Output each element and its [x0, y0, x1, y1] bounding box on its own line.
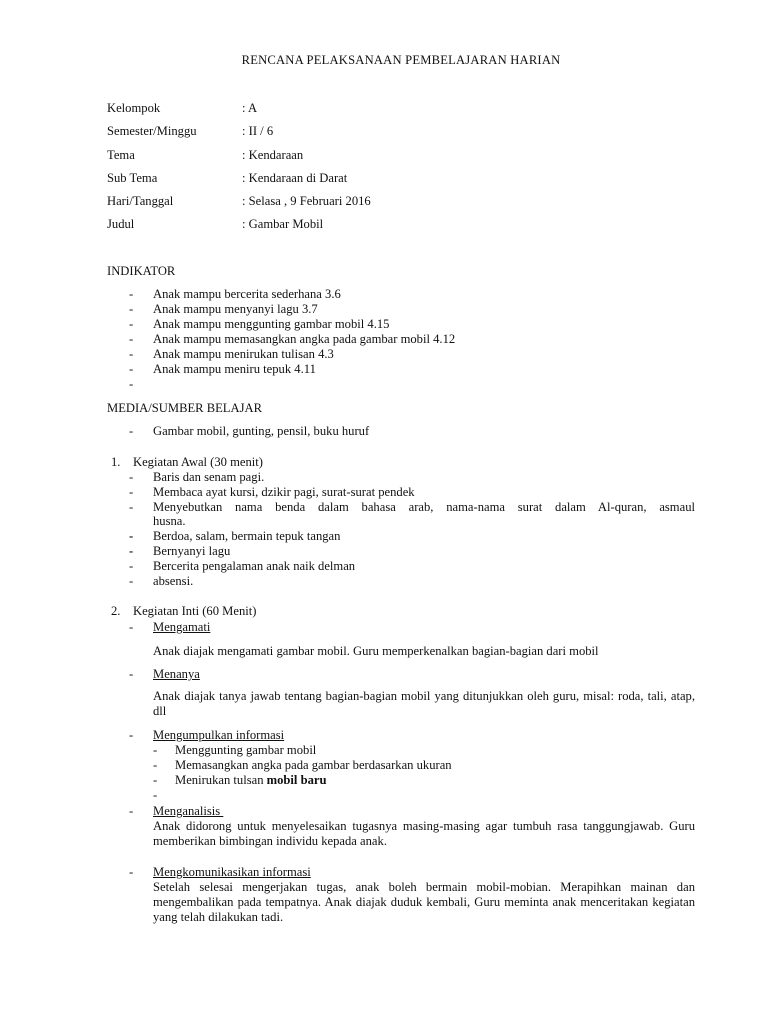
menganalisis-label: Menganalisis: [153, 804, 224, 818]
mengumpulkan-item: Memasangkan angka pada gambar berdasarkan ukuran: [175, 758, 452, 772]
sub-bullet-dash: -: [153, 773, 158, 787]
bullet-dash: -: [129, 287, 134, 301]
indikator-item: Anak mampu menirukan tulisan 4.3: [153, 347, 334, 361]
kegiatan-awal-item-continued: husna.: [153, 514, 186, 528]
bullet-dash: -: [129, 804, 134, 818]
bullet-dash: -: [129, 667, 134, 681]
info-label-judul: Judul: [107, 217, 135, 231]
bullet-dash: -: [129, 485, 134, 499]
mengamati-label: Mengamati: [153, 620, 211, 634]
bullet-dash: -: [129, 377, 134, 391]
indikator-item: Anak mampu meniru tepuk 4.11: [153, 362, 316, 376]
info-label-semester: Semester/Minggu: [107, 124, 197, 138]
indikator-item: Anak mampu bercerita sederhana 3.6: [153, 287, 341, 301]
bullet-dash: -: [129, 332, 134, 346]
document-title: RENCANA PELAKSANAAN PEMBELAJARAN HARIAN: [241, 53, 561, 67]
kegiatan-awal-item: absensi.: [153, 574, 194, 588]
sub-bullet-dash: -: [153, 743, 158, 757]
bullet-dash: -: [129, 559, 134, 573]
info-value-hari-tanggal: : Selasa , 9 Februari 2016: [242, 194, 371, 208]
mengkomunikasikan-text: Setelah selesai mengerjakan tugas, anak boleh bermain mobil-mobian. Merapihkan mainan dan mengembalikan pada tempatnya. Anak diajak duduk kembali, Guru meminta anak menceritakan kegiatan yang telah dilakukan tadi.: [153, 880, 695, 924]
menanya-label: Menanya: [153, 667, 200, 681]
bullet-dash: -: [129, 362, 134, 376]
bullet-dash: -: [129, 424, 134, 438]
kegiatan-awal-item: Baris dan senam pagi.: [153, 470, 265, 484]
mengamati-text: Anak diajak mengamati gambar mobil. Guru memperkenalkan bagian-bagian dari mobil: [153, 644, 599, 658]
menanya-text: Anak diajak tanya jawab tentang bagian-bagian mobil yang ditunjukkan oleh guru, misal: roda, tali, atap, dll: [153, 689, 695, 718]
mengumpulkan-item3-text: Menirukan tulsan: [175, 773, 267, 787]
mengumpulkan-item: Menggunting gambar mobil: [175, 743, 317, 757]
media-heading: MEDIA/SUMBER BELAJAR: [107, 401, 262, 415]
sub-bullet-dash: -: [153, 788, 158, 802]
section-number: 2.: [111, 604, 121, 618]
info-value-kelompok: : A: [242, 101, 258, 115]
bullet-dash: -: [129, 529, 134, 543]
bullet-dash: -: [129, 317, 134, 331]
section-number: 1.: [111, 455, 121, 469]
info-value-semester: : II / 6: [242, 124, 274, 138]
kegiatan-awal-item: Bernyanyi lagu: [153, 544, 231, 558]
mengumpulkan-item3-bold: mobil baru: [266, 773, 327, 787]
mengumpulkan-label: Mengumpulkan informasi: [153, 728, 285, 742]
bullet-dash: -: [129, 544, 134, 558]
bullet-dash: -: [129, 500, 134, 514]
media-item: Gambar mobil, gunting, pensil, buku huruf: [153, 424, 370, 438]
kegiatan-inti-heading: Kegiatan Inti (60 Menit): [133, 604, 257, 618]
menganalisis-text: Anak didorong untuk menyelesaikan tugasnya masing-masing agar tumbuh rasa tanggungjawab. Guru memberikan bimbingan individu kepada anak.: [153, 819, 695, 848]
bullet-dash: -: [129, 728, 134, 742]
kegiatan-awal-item: Berdoa, salam, bermain tepuk tangan: [153, 529, 341, 543]
info-label-hari-tanggal: Hari/Tanggal: [107, 194, 174, 208]
mengumpulkan-item: [175, 773, 326, 788]
indikator-item: Anak mampu memasangkan angka pada gambar mobil 4.12: [153, 332, 456, 346]
info-value-judul: : Gambar Mobil: [242, 217, 324, 231]
indikator-item: Anak mampu menyanyi lagu 3.7: [153, 302, 318, 316]
info-value-subtema: : Kendaraan di Darat: [242, 171, 348, 185]
info-label-kelompok: Kelompok: [107, 101, 161, 115]
indikator-item: Anak mampu menggunting gambar mobil 4.15: [153, 317, 390, 331]
kegiatan-awal-item: Menyebutkan nama benda dalam bahasa arab, nama-nama surat dalam Al-quran, asmaul: [153, 500, 695, 514]
bullet-dash: -: [129, 302, 134, 316]
bullet-dash: -: [129, 620, 134, 634]
bullet-dash: -: [129, 470, 134, 484]
kegiatan-awal-item: Bercerita pengalaman anak naik delman: [153, 559, 356, 573]
mengkomunikasikan-label: Mengkomunikasikan informasi: [153, 865, 311, 879]
info-label-subtema: Sub Tema: [107, 171, 158, 185]
indikator-heading: INDIKATOR: [107, 264, 176, 278]
bullet-dash: -: [129, 574, 134, 588]
bullet-dash: -: [129, 865, 134, 879]
info-label-tema: Tema: [107, 148, 135, 162]
info-value-tema: : Kendaraan: [242, 148, 304, 162]
kegiatan-awal-heading: Kegiatan Awal (30 menit): [133, 455, 263, 469]
kegiatan-awal-item: Membaca ayat kursi, dzikir pagi, surat-surat pendek: [153, 485, 415, 499]
sub-bullet-dash: -: [153, 758, 158, 772]
bullet-dash: -: [129, 347, 134, 361]
